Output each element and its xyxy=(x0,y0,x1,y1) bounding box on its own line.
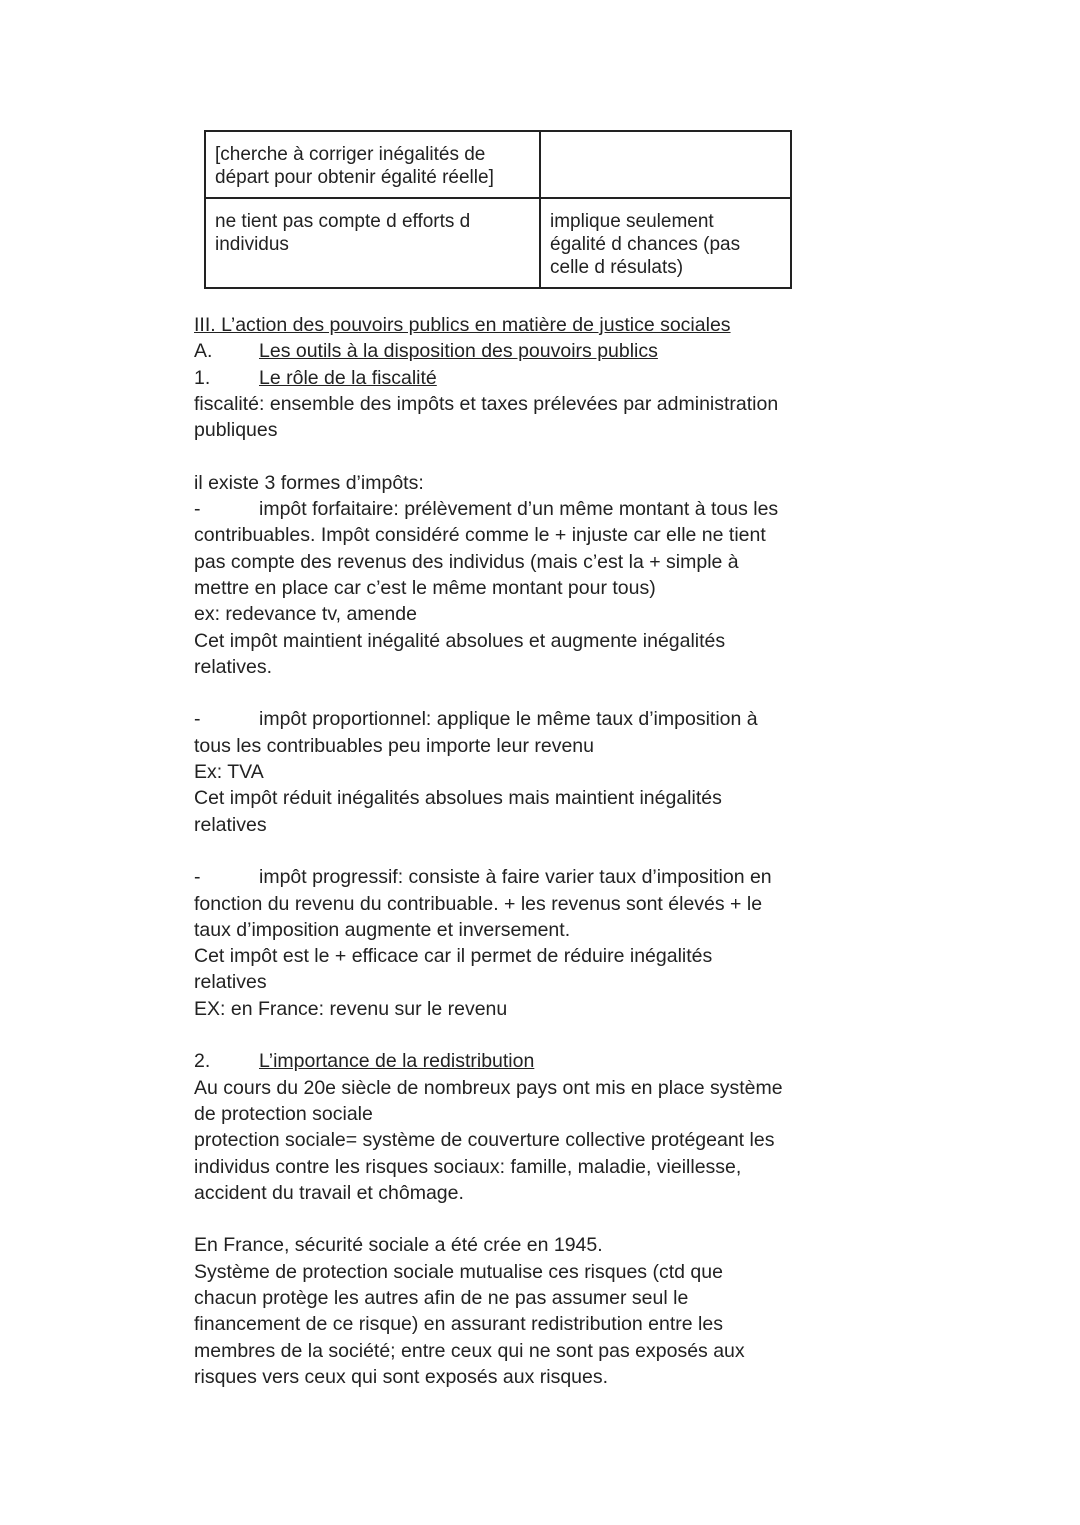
paragraph-line: financement de ce risque) en assurant redistribution entre les xyxy=(194,1313,723,1336)
table-cell xyxy=(540,198,791,288)
bullet-dash: - xyxy=(194,708,201,731)
paragraph-line: de protection sociale xyxy=(194,1102,373,1125)
paragraph-line: fonction du revenu du contribuable. + les revenus sont élevés + le xyxy=(194,892,763,915)
table-cell xyxy=(205,198,540,288)
paragraph-line: pas compte des revenus des individus (mais c’est la + simple à xyxy=(194,550,739,573)
paragraph-line: il existe 3 formes d’impôts: xyxy=(194,471,424,494)
notes-body xyxy=(194,312,834,1390)
paragraph-line: chacun protège les autres afin de ne pas assumer seul le xyxy=(194,1286,689,1309)
subheading-2-title: L’importance de la redistribution xyxy=(259,1050,535,1073)
list-marker: 2. xyxy=(194,1050,211,1073)
table-row xyxy=(205,131,791,198)
paragraph-line: fiscalité: ensemble des impôts et taxes prélevées par administration xyxy=(194,392,779,415)
paragraph-line: ex: redevance tv, amende xyxy=(194,603,417,626)
bullet-dash: - xyxy=(194,866,201,889)
paragraph-line: protection sociale= système de couverture collective protégeant les xyxy=(194,1129,775,1152)
cell-line: celle d résulats) xyxy=(550,257,684,278)
paragraph-line: accident du travail et chômage. xyxy=(194,1181,464,1204)
paragraph-line: relatives. xyxy=(194,655,273,678)
paragraph-line: mettre en place car c’est le même montant pour tous) xyxy=(194,576,656,599)
subheading-1 xyxy=(194,365,834,391)
paragraph-line: relatives xyxy=(194,813,267,836)
paragraph-line: taux d’imposition augmente et inversement. xyxy=(194,918,571,941)
paragraph-line: relatives xyxy=(194,971,267,994)
paragraph-line: Au cours du 20e siècle de nombreux pays ont mis en place système xyxy=(194,1076,783,1099)
comparison-table xyxy=(204,130,792,289)
cell-line: ne tient pas compte d efforts d xyxy=(215,211,471,232)
paragraph-line: risques vers ceux qui sont exposés aux risques. xyxy=(194,1365,609,1388)
paragraph-line: En France, sécurité sociale a été crée en 1945. xyxy=(194,1234,603,1257)
table-cell xyxy=(205,131,540,198)
cell-line: départ pour obtenir égalité réelle] xyxy=(215,167,494,188)
list-marker: A. xyxy=(194,340,213,363)
bullet-proportionnel xyxy=(194,706,834,732)
paragraph-line: individus contre les risques sociaux: famille, maladie, vieillesse, xyxy=(194,1155,742,1178)
paragraph-line: tous les contribuables peu importe leur revenu xyxy=(194,734,594,757)
paragraph-line: Ex: TVA xyxy=(194,761,264,784)
cell-line: [cherche à corriger inégalités de xyxy=(215,144,486,165)
paragraph-line: publiques xyxy=(194,419,278,442)
section-heading: III. L’action des pouvoirs publics en matière de justice sociales xyxy=(194,314,731,336)
list-marker: 1. xyxy=(194,366,211,389)
paragraph-line: Système de protection sociale mutualise ces risques (ctd que xyxy=(194,1260,723,1283)
paragraph-line: Cet impôt réduit inégalités absolues mais maintient inégalités xyxy=(194,787,722,810)
table-row xyxy=(205,198,791,288)
bullet-text: impôt forfaitaire: prélèvement d’un même montant à tous les xyxy=(259,498,779,521)
paragraph-line: contribuables. Impôt considéré comme le + injuste car elle ne tient xyxy=(194,524,766,547)
bullet-text: impôt proportionnel: applique le même taux d’imposition à xyxy=(259,708,758,731)
bullet-forfaitaire xyxy=(194,496,834,522)
paragraph-line: EX: en France: revenu sur le revenu xyxy=(194,997,508,1020)
subheading-a xyxy=(194,338,834,364)
bullet-text: impôt progressif: consiste à faire varier taux d’imposition en xyxy=(259,866,772,889)
table-cell-empty xyxy=(540,131,791,198)
subheading-2 xyxy=(194,1048,834,1074)
bullet-dash: - xyxy=(194,498,201,521)
cell-line: implique seulement xyxy=(550,211,714,232)
subheading-a-title: Les outils à la disposition des pouvoirs publics xyxy=(259,340,658,363)
bullet-progressif xyxy=(194,864,834,890)
subheading-1-title: Le rôle de la fiscalité xyxy=(259,366,437,389)
paragraph-line: Cet impôt est le + efficace car il permet de réduire inégalités xyxy=(194,945,713,968)
cell-line: individus xyxy=(215,234,289,255)
paragraph-line: Cet impôt maintient inégalité absolues et augmente inégalités xyxy=(194,629,726,652)
cell-line: égalité d chances (pas xyxy=(550,234,741,255)
paragraph-line: membres de la société; entre ceux qui ne sont pas exposés aux xyxy=(194,1339,745,1362)
